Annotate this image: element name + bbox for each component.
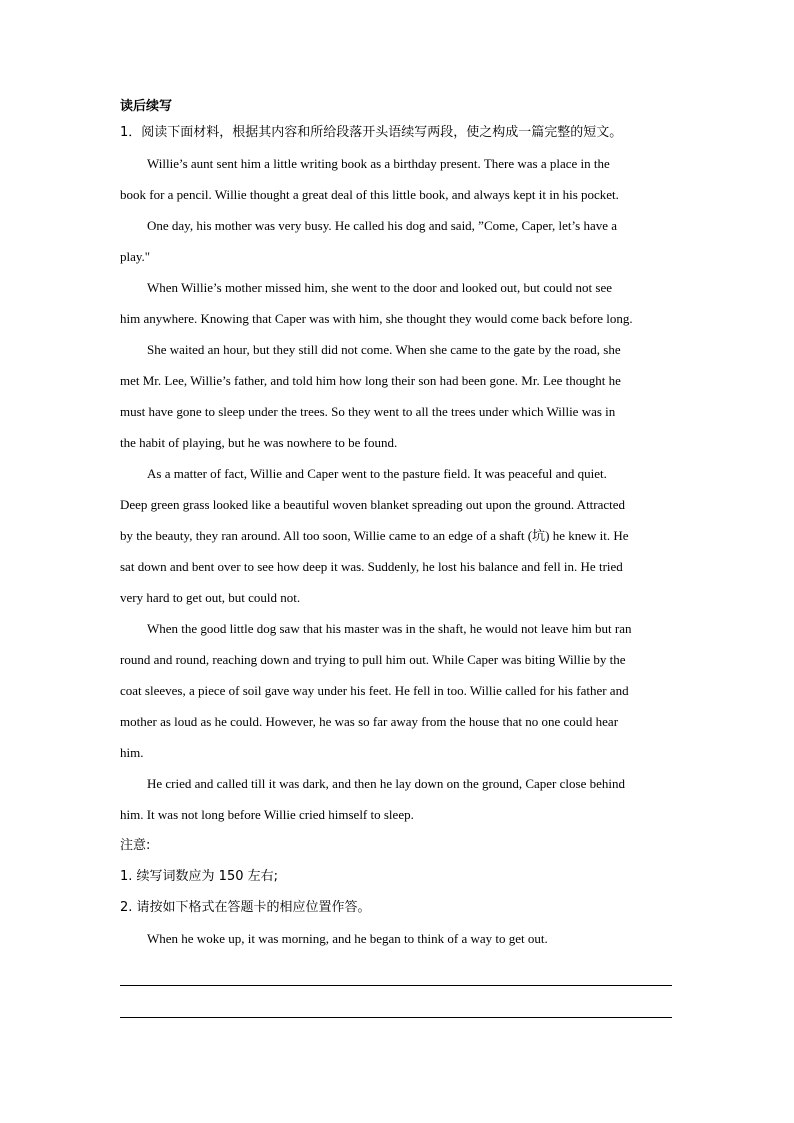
text-line: coat sleeves, a piece of soil gave way under his feet. He fell in too. Willie called for his father and <box>120 683 629 698</box>
text-line: One day, his mother was very busy. He called his dog and said, ”Come, Caper, let’s have a <box>147 218 617 233</box>
answer-line-2 <box>120 986 672 1018</box>
text-line: When Willie’s mother missed him, she went to the door and looked out, but could not see <box>147 280 612 295</box>
question-instruction: 1．阅读下面材料，根据其内容和所给段落开头语续写两段，使之构成一篇完整的短文。 <box>120 125 623 140</box>
text-line: Willie’s aunt sent him a little writing book as a birthday present. There was a place in the <box>147 156 610 171</box>
text-line: him. <box>120 745 144 760</box>
text-line: him anywhere. Knowing that Caper was with him, she thought they would come back before long. <box>120 311 633 326</box>
text-line: book for a pencil. Willie thought a great deal of this little book, and always kept it in his pocket. <box>120 187 619 202</box>
text-line: him. It was not long before Willie cried himself to sleep. <box>120 807 414 822</box>
text-line: round and round, reaching down and trying to pull him out. While Caper was biting Willie by the <box>120 652 626 667</box>
passage <box>120 148 672 954</box>
section-title: 读后续写 <box>120 99 173 114</box>
text-line: met Mr. Lee, Willie’s father, and told him how long their son had been gone. Mr. Lee thought he <box>120 373 621 388</box>
text-line: very hard to get out, but could not. <box>120 590 301 605</box>
paragraph-2 <box>120 210 672 272</box>
text-line: play." <box>120 249 151 264</box>
text-line: the habit of playing, but he was nowhere to be found. <box>120 435 398 450</box>
paragraph-6 <box>120 613 672 768</box>
text-line: must have gone to sleep under the trees. So they went to all the trees under which Willie was in <box>120 404 616 419</box>
text-line: mother as loud as he could. However, he was so far away from the house that no one could hear <box>120 714 619 729</box>
text-line: She waited an hour, but they still did not come. When she came to the gate by the road, she <box>147 342 621 357</box>
text-line: He cried and called till it was dark, and then he lay down on the ground, Caper close behind <box>147 776 625 791</box>
paragraph-5 <box>120 458 672 613</box>
paragraph-4 <box>120 334 672 458</box>
document-page <box>120 96 672 1018</box>
paragraph-1 <box>120 148 672 210</box>
text-line: Deep green grass looked like a beautiful woven blanket spreading out upon the ground. Attracted <box>120 497 626 512</box>
answer-line-1 <box>120 954 672 986</box>
note-item-1: 1. 续写词数应为 150 左右; <box>120 869 278 884</box>
text-line: When the good little dog saw that his master was in the shaft, he would not leave him but ran <box>147 621 632 636</box>
note-item-2: 2. 请按如下格式在答题卡的相应位置作答。 <box>120 900 371 915</box>
continuation-opening: When he woke up, it was morning, and he began to think of a way to get out. <box>147 931 548 946</box>
paragraph-7 <box>120 768 672 830</box>
paragraph-3 <box>120 272 672 334</box>
text-line: sat down and bent over to see how deep it was. Suddenly, he lost his balance and fell in. He tried <box>120 559 623 574</box>
notes-label: 注意: <box>120 838 151 853</box>
text-line: by the beauty, they ran around. All too soon, Willie came to an edge of a shaft (坑) he knew it. He <box>120 528 629 543</box>
text-line: As a matter of fact, Willie and Caper went to the pasture field. It was peaceful and quiet. <box>147 466 607 481</box>
